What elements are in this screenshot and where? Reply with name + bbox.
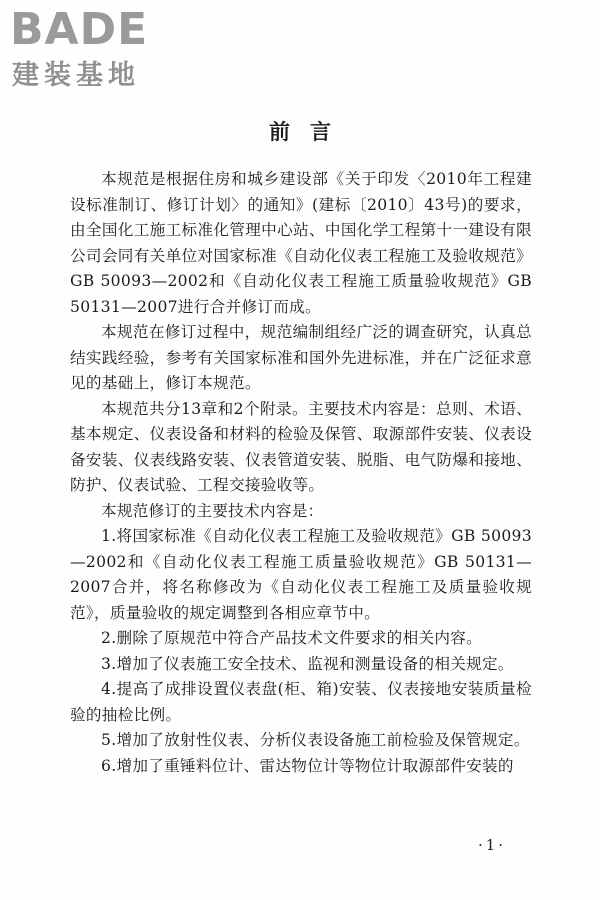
list-item-2: 2.删除了原规范中符合产品技术文件要求的相关内容。 (101, 629, 483, 647)
list-item-1: 1.将国家标准《自动化仪表工程施工及验收规范》GB 50093—2002和《自动化仪表工程施工质量验收规范》GB 50131—2007合并，将名称修改为《自动化仪表工程施工及质量验收规范》，质量验收的规定调整到各相应章节中。 (70, 527, 532, 622)
list-item-6: 6.增加了重锤料位计、雷达物位计等物位计取源部件安装的 (101, 756, 514, 775)
paragraph-3: 本规范共分13章和2个附录。主要技术内容是：总则、术语、基本规定、仪表设备和材料的检验及保管、取源部件安装、仪表设备安装、仪表线路安装、仪表管道安装、脱脂、电气防爆和接地、防护、仪表试验、工程交接验收等。 (70, 399, 532, 494)
paragraph-1: 本规范是根据住房和城乡建设部《关于印发〈2010年工程建设标准制订、修订计划〉的通知》(建标〔2010〕43号)的要求，由全国化工施工标准化管理中心站、中国化学工程第十一建设有限公司会同有关单位对国家标准《自动化仪表工程施工及验收规范》GB 50093—2002和《自动化仪表工程施工质量验收规范》GB 50131—2007进行合并修订而成。 (70, 170, 532, 316)
list-item-5: 5.增加了放射性仪表、分析仪表设备施工前检验及保管规定。 (101, 731, 530, 749)
bade-logo (10, 4, 175, 96)
logo-wordmark: BADE (10, 4, 149, 55)
paragraph-4: 本规范修订的主要技术内容是： (101, 501, 324, 520)
page-number: ·1· (478, 836, 507, 854)
page-title: 前言 (269, 120, 351, 144)
paragraph-2: 本规范在修订过程中，规范编制组经广泛的调查研究，认真总结实践经验，参考有关国家标准和国外先进标准，并在广泛征求意见的基础上，修订本规范。 (70, 323, 532, 392)
list-item-3: 3.增加了仪表施工安全技术、监视和测量设备的相关规定。 (101, 654, 514, 673)
list-item-4: 4.提高了成排设置仪表盘(柜、箱)安装、仪表接地安装质量检验的抽检比例。 (70, 680, 532, 724)
document-body (70, 167, 532, 779)
logo-subtitle: 建装基地 (12, 60, 140, 91)
